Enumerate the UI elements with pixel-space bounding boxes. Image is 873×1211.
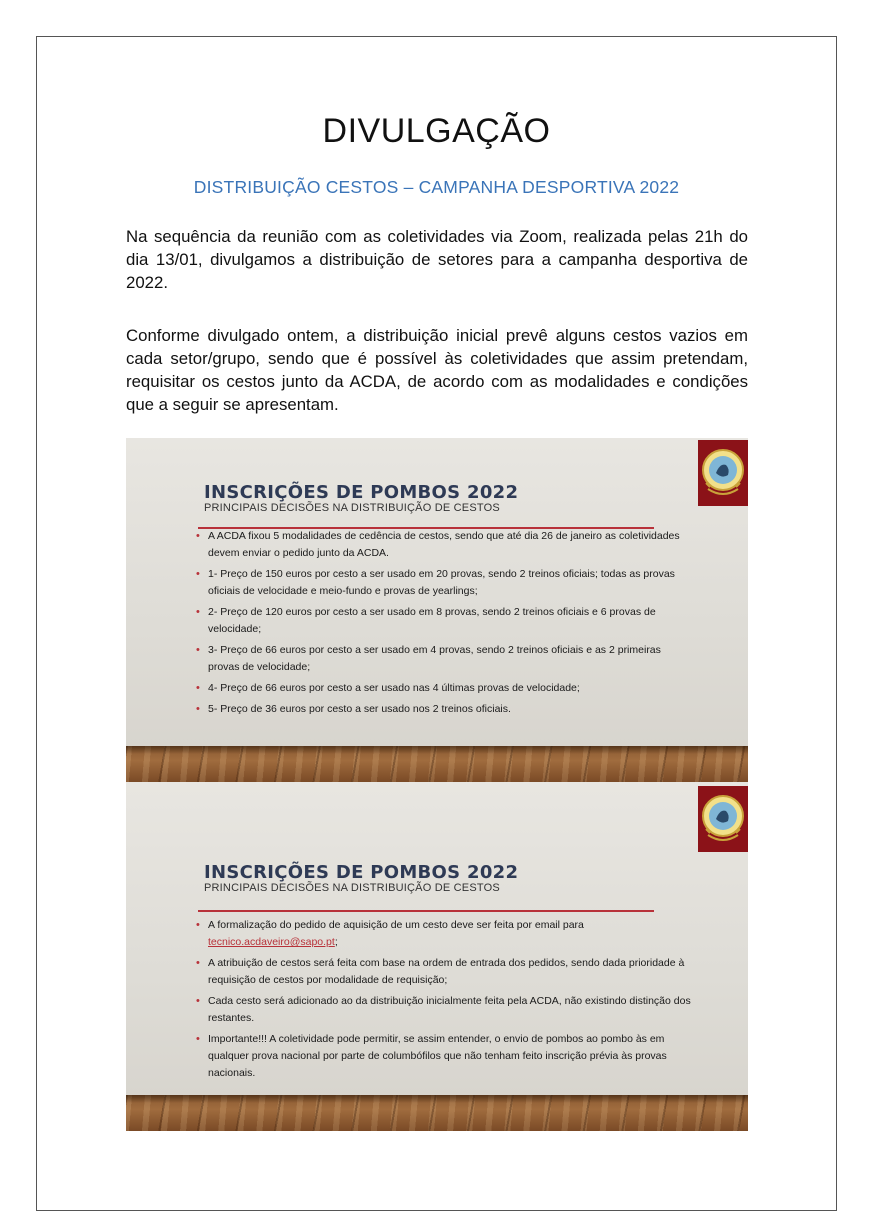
document-title: DIVULGAÇÃO <box>322 112 551 150</box>
list-item: • A atribuição de cestos será feita com base na ordem de entrada dos pedidos, sendo dada prioridade à requisição de cestos por modalidade de requisição; <box>196 957 685 986</box>
list-item: • Importante!!! A coletividade pode permitir, se assim entender, o envio de pombos ao pombo às em qualquer prova nacional por parte de columbófilos que não tenham feito inscrição prévia às provas nacionais. <box>196 1033 667 1079</box>
slide-1-title: INSCRIÇÕES DE POMBOS 2022 <box>204 482 519 503</box>
list-item: • A ACDA fixou 5 modalidades de cedência de cestos, sendo que até dia 26 de janeiro as coletividades devem enviar o pedido junto da ACDA. <box>196 530 680 559</box>
paragraph-1: Na sequência da reunião com as coletividades via Zoom, realizada pelas 21h do dia 13/01, divulgamos a distribuição de setores para a campanha desportiva de 2022. <box>126 227 748 292</box>
list-item: • 4- Preço de 66 euros por cesto a ser usado nas 4 últimas provas de velocidade; <box>196 682 580 694</box>
document-subtitle: DISTRIBUIÇÃO CESTOS – CAMPANHA DESPORTIVA 2022 <box>193 177 680 197</box>
slide-2-divider <box>198 910 654 912</box>
slide-1-subtitle: PRINCIPAIS DECISÕES NA DISTRIBUIÇÃO DE CESTOS <box>204 502 500 514</box>
paragraph-2: Conforme divulgado ontem, a distribuição inicial prevê alguns cestos vazios em cada setor/grupo, sendo que é possível às coletividades que assim pretendam, requisitar os cestos junto da ACDA, de acordo com as modalidades e condições que a seguir se apresentam. <box>126 326 748 414</box>
slide-1-bullets <box>196 528 694 722</box>
email-link[interactable]: tecnico.acdaveiro@sapo.pt <box>208 936 335 948</box>
slide-2-subtitle: PRINCIPAIS DECISÕES NA DISTRIBUIÇÃO DE CESTOS <box>204 882 500 894</box>
list-item: • A formalização do pedido de aquisição de um cesto deve ser feita por email para tecnico.acdaveiro@sapo.pt; <box>196 919 584 948</box>
acda-logo <box>698 440 748 506</box>
list-item: • 5- Preço de 36 euros por cesto a ser usado nos 2 treinos oficiais. <box>196 703 511 715</box>
list-item: • 3- Preço de 66 euros por cesto a ser usado em 4 provas, sendo 2 treinos oficiais e as 2 primeiras provas de velocidade; <box>196 644 661 673</box>
slide-1 <box>126 438 748 782</box>
wood-floor <box>126 746 748 782</box>
list-item: • 1- Preço de 150 euros por cesto a ser usado em 20 provas, sendo 2 treinos oficiais; todas as provas oficiais de velocidade e meio-fundo e provas de yearlings; <box>196 568 675 597</box>
list-item: • Cada cesto será adicionado ao da distribuição inicialmente feita pela ACDA, não existindo distinção dos restantes. <box>196 995 691 1024</box>
slide-2-bullets <box>196 917 694 1086</box>
acda-logo <box>698 786 748 852</box>
document-page <box>36 36 837 1211</box>
wood-floor <box>126 1095 748 1131</box>
list-item: • 2- Preço de 120 euros por cesto a ser usado em 8 provas, sendo 2 treinos oficiais e 6 provas de velocidade; <box>196 606 656 635</box>
slide-2-title: INSCRIÇÕES DE POMBOS 2022 <box>204 862 519 883</box>
slide-2 <box>126 782 748 1131</box>
